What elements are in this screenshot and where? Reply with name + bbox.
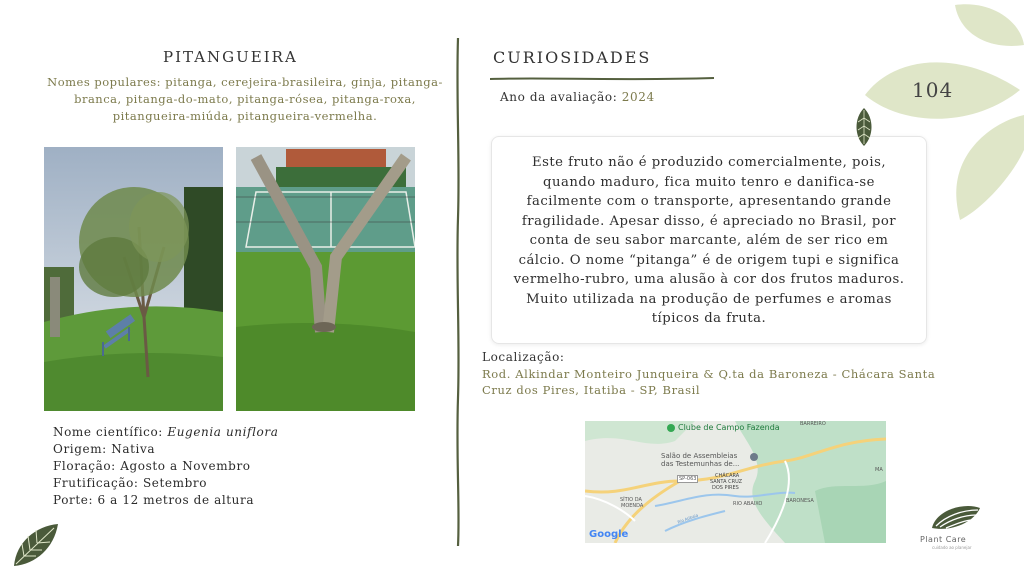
size-row: Porte: 6 a 12 metros de altura	[53, 493, 255, 507]
location-text: Rod. Alkindar Monteiro Junqueira & Q.ta da Baroneza - Chácara Santa Cruz dos Pires, Itatiba - SP, Brasil	[482, 367, 936, 397]
brand-name: Plant Care	[920, 535, 967, 544]
plant-care-logo-icon	[928, 502, 984, 536]
scientific-value: Eugenia uniflora	[167, 425, 279, 439]
map-label-ma: MA	[875, 467, 883, 473]
popular-names: Nomes populares: pitanga, cerejeira-brasileira, ginja, pitanga-branca, pitanga-do-mato, pitanga-rósea, pitanga-roxa, pitangueira-miúda, pitangueira-vermelha.	[47, 75, 443, 123]
scientific-label: Nome científico:	[53, 425, 168, 439]
map-label-hall1: Salão de Assembleias	[661, 452, 738, 460]
plant-title: PITANGUEIRA	[163, 48, 298, 66]
map-label-chacara1: CHÁCARA	[715, 473, 740, 479]
map-label-river: Rio Atibaia	[676, 512, 699, 525]
small-leaf-icon	[854, 108, 874, 150]
year-value: 2024	[621, 90, 655, 104]
map-label-club: Clube de Campo Fazenda	[678, 423, 780, 432]
brand-tagline: cuidado ao planejar	[932, 545, 972, 550]
map-label-baronesa: BARONESA	[786, 498, 814, 504]
map-label-rio: RIO ABAIXO	[733, 501, 763, 507]
curiosity-text: Este fruto não é produzido comercialmente, pois, quando maduro, fica muito tenro e danifica-se facilmente com o transporte, apresentando grande fragilidade. Apesar disso, é apreciado no Brasil, por conta de seu sabor marcante, além de ser rico em cálcio. O nome “pitanga” é de origem tupi e significa vermelho-rubro, uma alusão à cor dos frutos maduros. Muito utilizada na produção de perfumes e aromas típicos da fruta.	[513, 155, 905, 326]
map-label-chacara2: SANTA CRUZ	[710, 479, 743, 485]
map-label-road: SP-063	[679, 476, 697, 482]
map-label-barreiro: BARREIRO	[800, 421, 826, 427]
location-map[interactable]	[585, 421, 886, 543]
fruiting-row: Frutificação: Setembro	[53, 476, 208, 490]
google-logo: Google	[589, 529, 629, 540]
tree-photo-2	[236, 147, 415, 411]
title-underline	[490, 68, 714, 76]
map-label-sitio2: MOENDA	[621, 503, 644, 509]
map-label-sitio1: SÍTIO DA	[620, 497, 642, 503]
leaf-icon	[10, 520, 60, 574]
year-label: Ano da avaliação:	[500, 90, 622, 104]
plant-info	[53, 424, 278, 509]
decor-leaves	[860, 0, 1024, 234]
map-label-chacara3: DOS PIRES	[712, 485, 739, 491]
tree-photo-1	[44, 147, 223, 411]
location-label: Localização:	[482, 350, 565, 364]
evaluation-year	[500, 90, 655, 104]
curiosities-title: CURIOSIDADES	[493, 48, 652, 67]
scientific-name-row	[53, 424, 278, 441]
map-label-hall2: das Testemunhas de...	[661, 460, 740, 468]
flowering-row: Floração: Agosto a Novembro	[53, 459, 251, 473]
divider	[455, 38, 461, 546]
page-number: 104	[912, 78, 954, 102]
origin-row: Origem: Nativa	[53, 442, 156, 456]
